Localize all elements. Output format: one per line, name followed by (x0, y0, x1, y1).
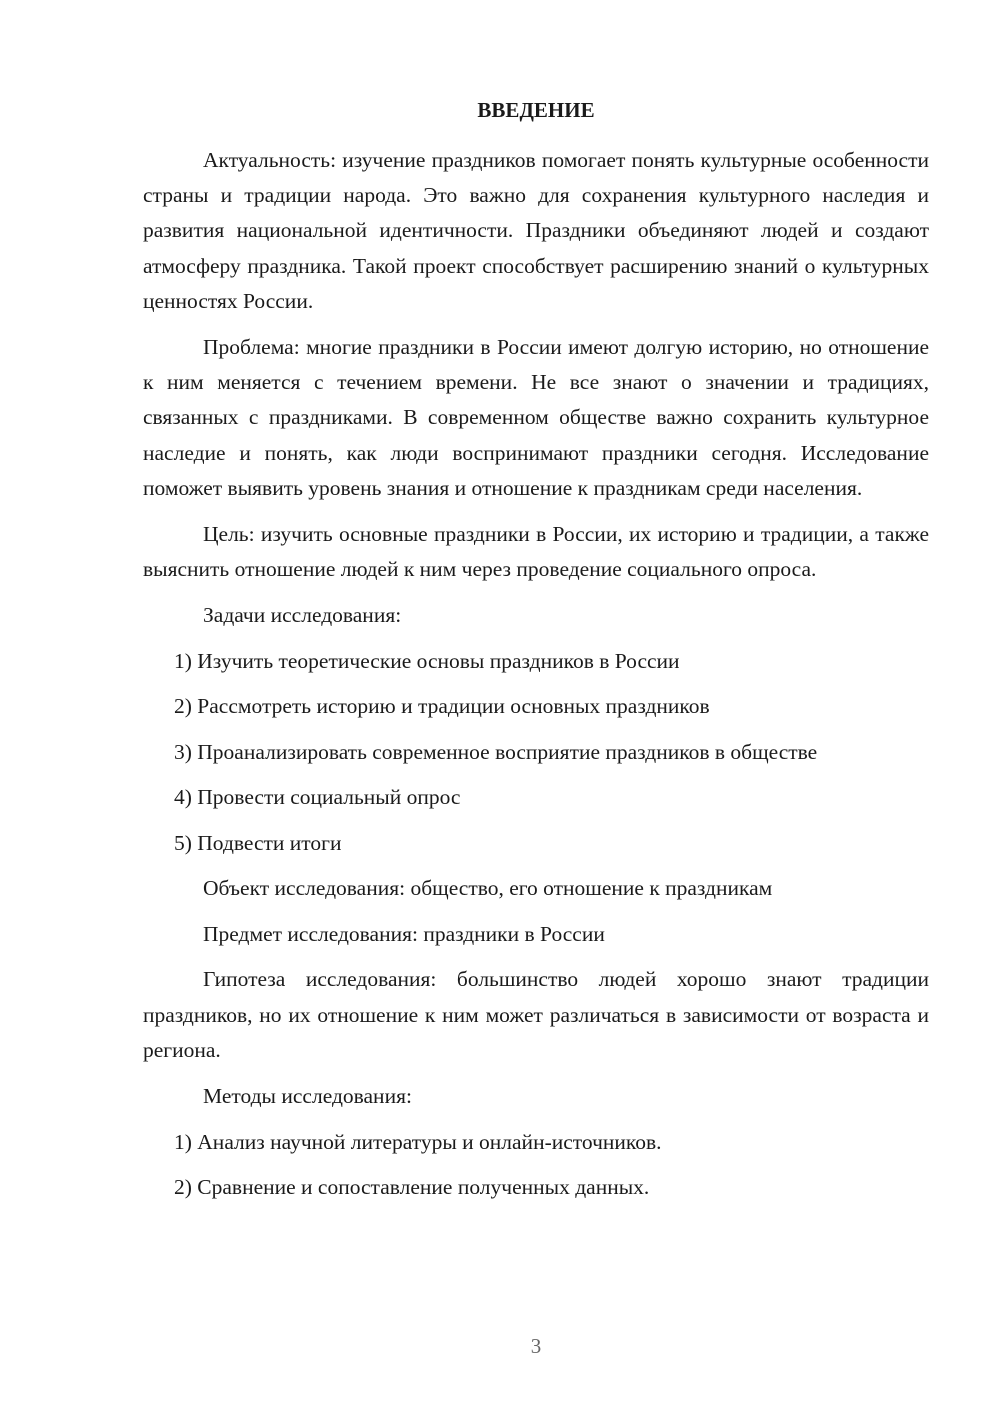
methods-heading: Методы исследования: (203, 1084, 412, 1109)
task-item: 3) Проанализировать современное восприятие праздников в обществе (174, 739, 818, 764)
research-subject: Предмет исследования: праздники в России (203, 921, 605, 946)
method-item: 1) Анализ научной литературы и онлайн-источников. (174, 1129, 662, 1154)
tasks-heading: Задачи исследования: (203, 603, 402, 628)
section-title: ВВЕДЕНИЕ (477, 98, 595, 122)
task-item: 4) Провести социальный опрос (174, 785, 461, 810)
task-item: 5) Подвести итоги (174, 830, 342, 855)
method-item: 2) Сравнение и сопоставление полученных данных. (174, 1175, 650, 1200)
page-number: 3 (530, 1334, 542, 1358)
task-item: 2) Рассмотреть историю и традиции основных праздников (174, 694, 710, 719)
research-object: Объект исследования: общество, его отношение к праздникам (203, 876, 773, 901)
relevance-paragraph: Актуальность: изучение праздников помогает понять культурные особенности страны и традиции народа. Это важно для сохранения культурного наследия и развития национальной идентичности. Праздники объединяют людей и создают атмосферу праздника. Такой проект способствует расширению знаний о культурных ценностях России. (143, 148, 929, 313)
problem-paragraph: Проблема: многие праздники в России имеют долгую историю, но отношение к ним меняется с течением времени. Не все знают о значении и традициях, связанных с праздниками. В современном обществе важно сохранить культурное наследие и понять, как люди воспринимают праздники сегодня. Исследование поможет выявить уровень знания и отношение к праздникам среди населения. (143, 335, 929, 500)
goal-paragraph: Цель: изучить основные праздники в России, их историю и традиции, а также выяснить отношение людей к ним через проведение социального опроса. (143, 522, 929, 582)
document-page (143, 95, 929, 1216)
task-item: 1) Изучить теоретические основы праздников в России (174, 648, 680, 673)
hypothesis-paragraph: Гипотеза исследования: большинство людей хорошо знают традиции праздников, но их отношение к ним может различаться в зависимости от возраста и региона. (143, 967, 929, 1062)
